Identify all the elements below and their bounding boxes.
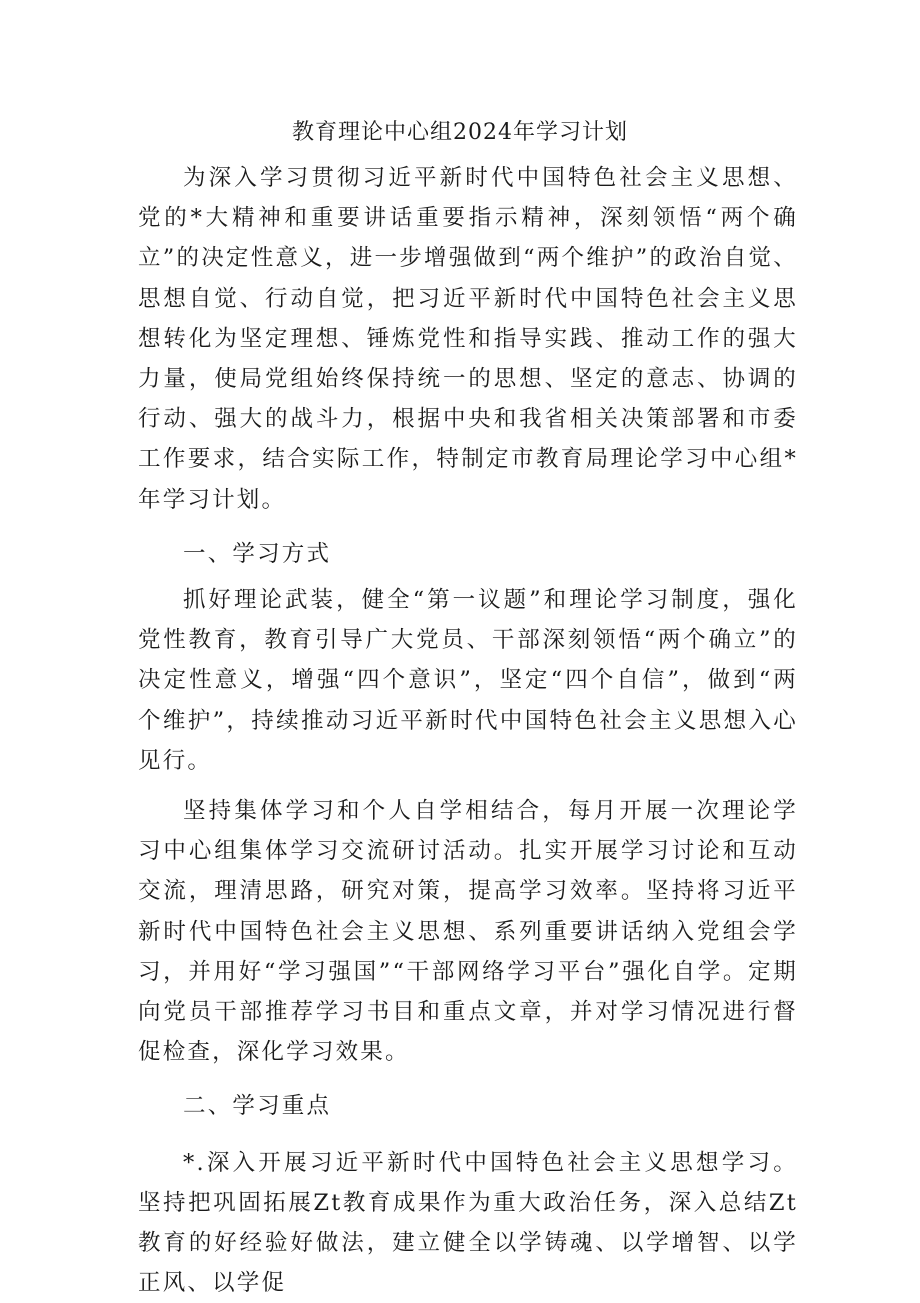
spacer xyxy=(138,520,798,530)
section-heading-study-method: 一、学习方式 xyxy=(183,540,332,567)
spacer xyxy=(138,1133,798,1143)
section-heading-study-focus: 二、学习重点 xyxy=(183,1093,332,1120)
paragraph-thought-study: *.深入开展习近平新时代中国特色社会主义思想学习。坚持把巩固拓展Zt教育成果作为重大政治任务，深入总结Zt教育的好经验好做法，建立健全以学铸魂、以学增智、以学正风、以学促 xyxy=(138,1149,798,1297)
spacer xyxy=(138,781,798,791)
paragraph-theory-arming: 抓好理论武装，健全“第一议题”和理论学习制度，强化党性教育，教育引导广大党员、干部深刻领悟“两个确立”的决定性意义，增强“四个意识”，坚定“四个自信”，做到“两个维护”，持续推动习近平新时代中国特色社会主义思想入心见行。 xyxy=(138,587,798,774)
document-title: 教育理论中心组2024年学习计划 xyxy=(292,120,628,145)
paragraph-collective-study: 坚持集体学习和个人自学相结合，每月开展一次理论学习中心组集体学习交流研讨活动。扎实开展学习讨论和互动交流，理清思路，研究对策，提高学习效率。坚持将习近平新时代中国特色社会主义思想、系列重要讲话纳入党组会学习，并用好“学习强国”“干部网络学习平台”强化自学。定期向党员干部推荐学习书目和重点文章，并对学习情况进行督促检查，深化学习效果。 xyxy=(138,798,798,1066)
document-body xyxy=(138,158,798,1303)
spacer xyxy=(138,1072,798,1082)
intro-paragraph: 为深入学习贯彻习近平新时代中国特色社会主义思想、党的*大精神和重要讲话重要指示精神，深刻领悟“两个确立”的决定性意义，进一步增强做到“两个维护”的政治自觉、思想自觉、行动自觉，把习近平新时代中国特色社会主义思想转化为坚定理想、锤炼党性和指导实践、推动工作的强大力量，使局党组始终保持统一的思想、坚定的意志、协调的行动、强大的战斗力，根据中央和我省相关决策部署和市委工作要求，结合实际工作，特制定市教育局理论学习中心组*年学习计划。 xyxy=(138,165,798,513)
